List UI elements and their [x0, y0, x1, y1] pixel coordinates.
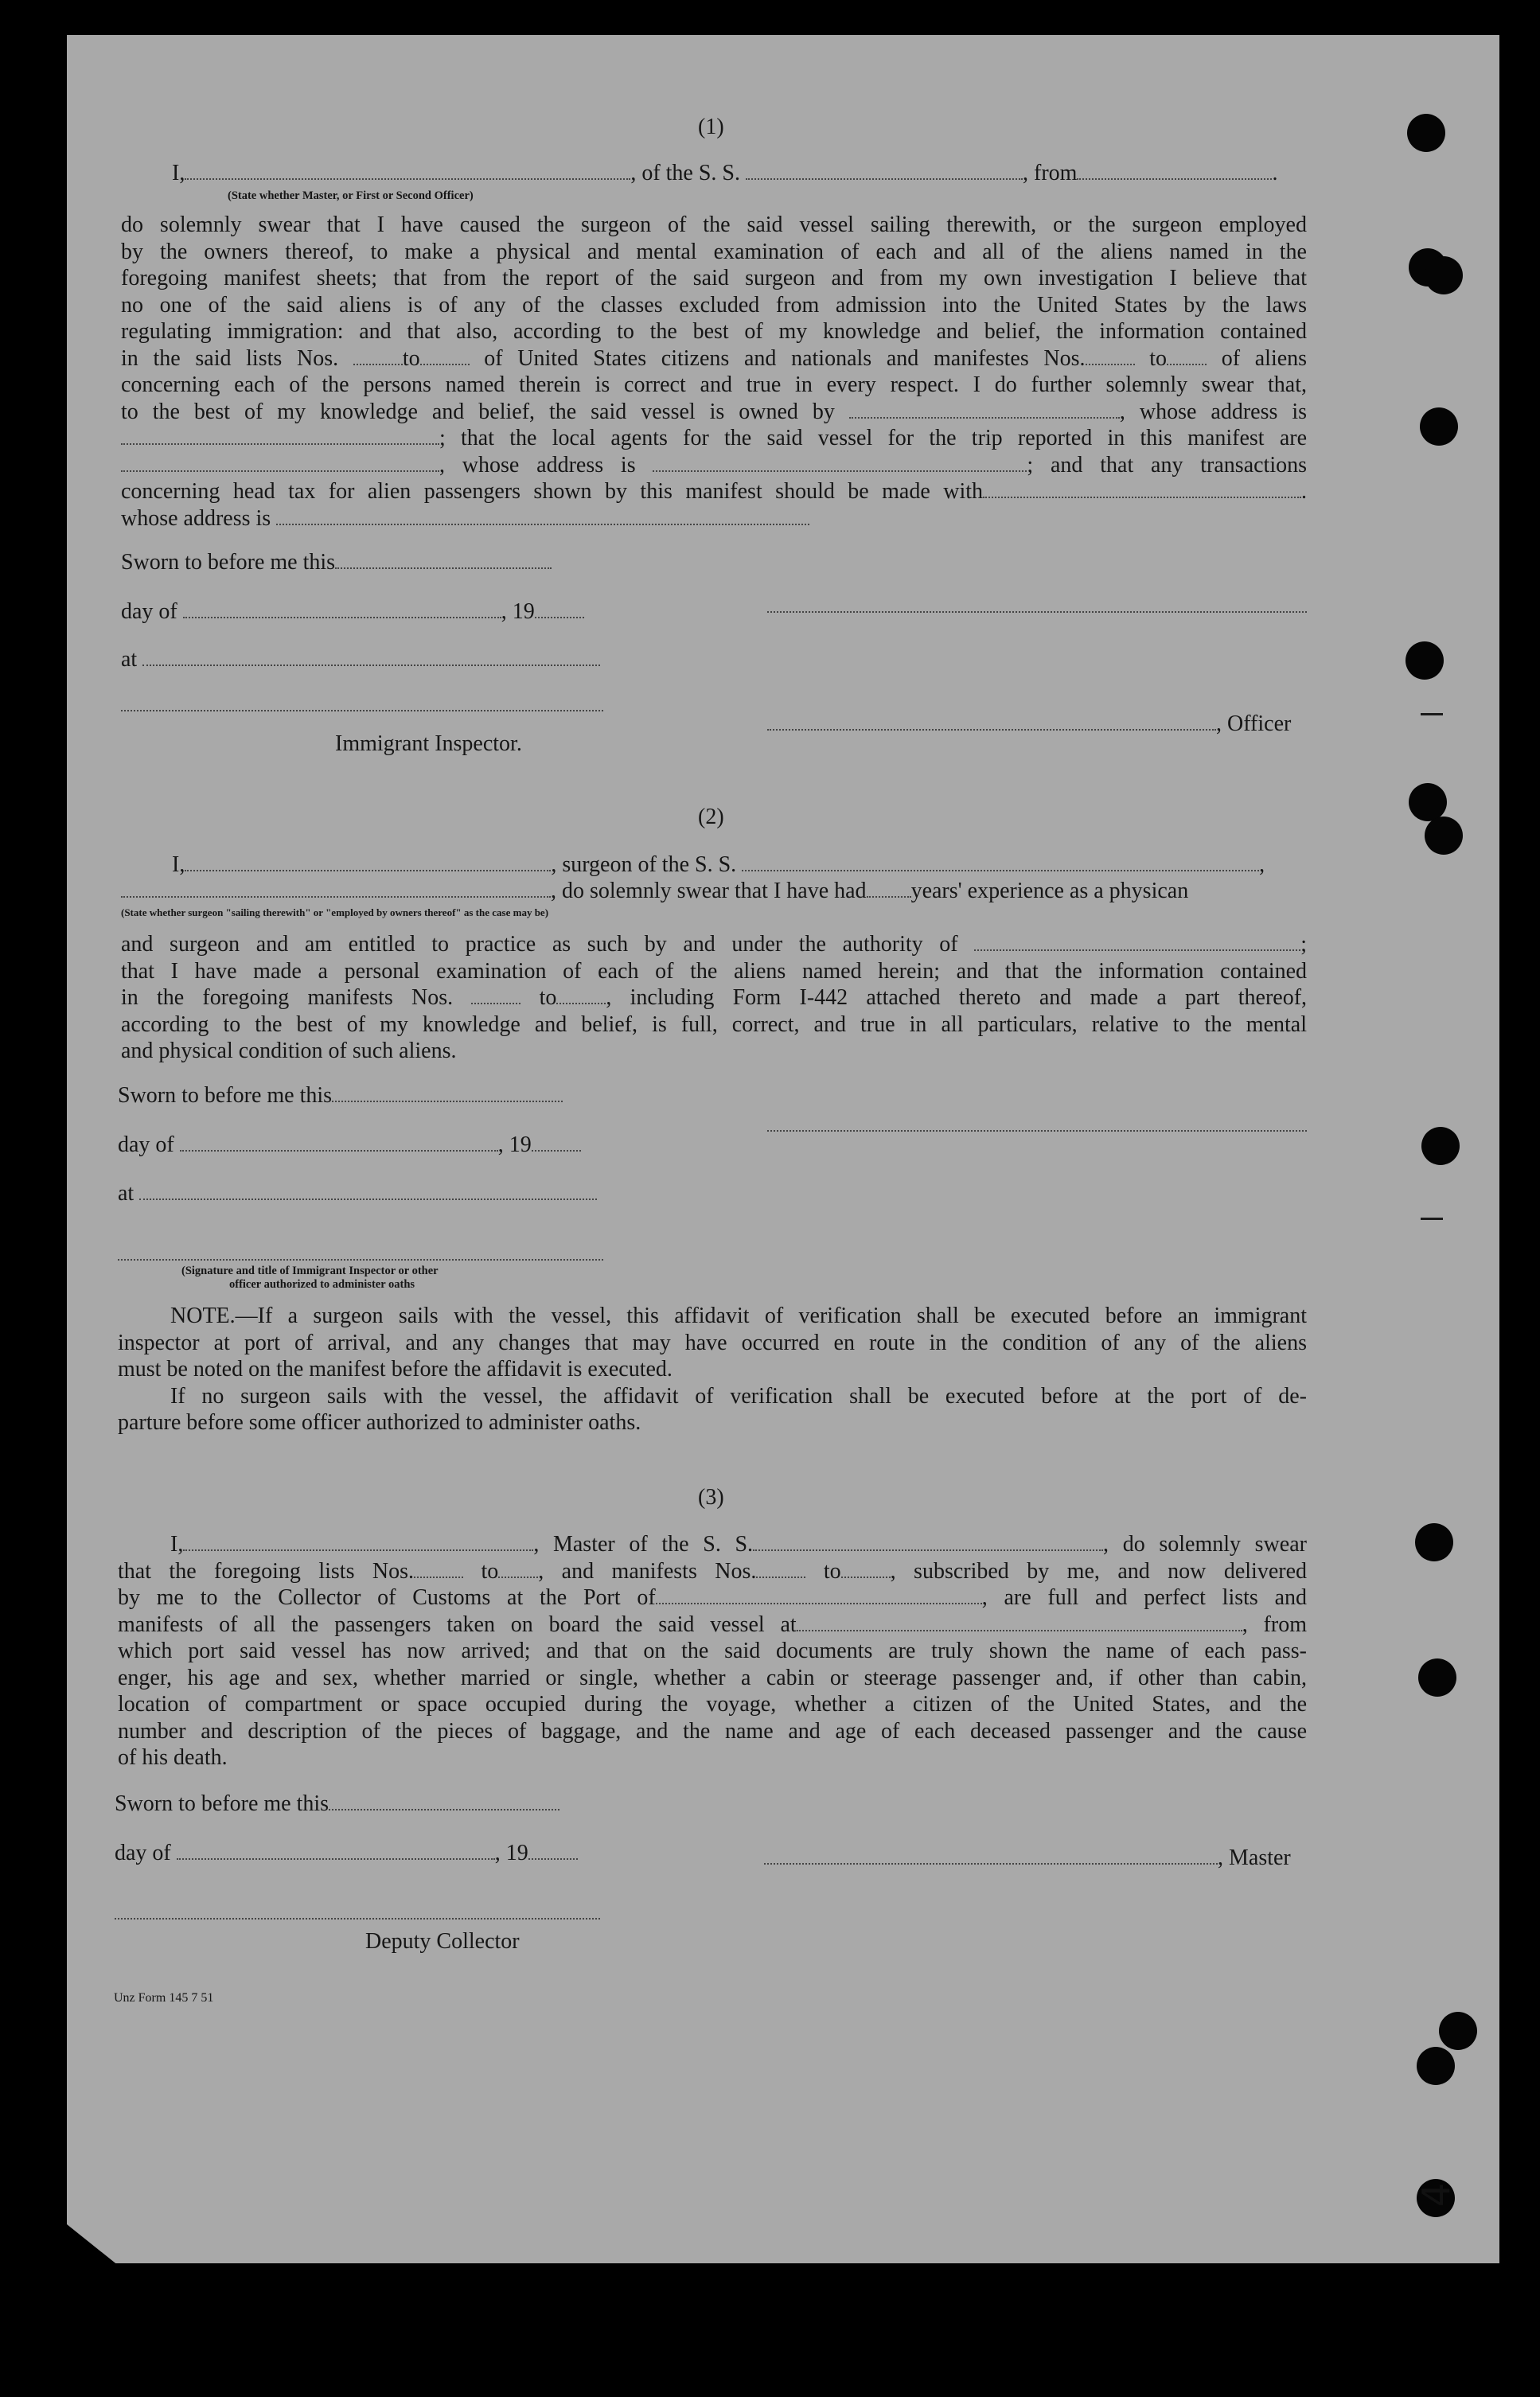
s1-oath-text: do solemnly swear that I have caused the surgeon of the said vessel sailing therewith, or the surgeon employed by the owners thereof, to make a physical and mental examination of each and all of the aliens named in the foregoing manifest sheets; that from the report of the said surgeon and from my own investigation I believe that no one of the said aliens is of any of the classes excluded from admission into the United States by the laws regulating immigration: and that also, according to the best of my knowledge and belief, the information contained in the said lists Nos. to of United States citizens and nationals and manifestes Nos. to of aliens concerning each of the persons named therein is correct and true in every respect. I do further solemnly swear that, to the best of my knowledge and belief, the said vessel is owned by , whose address is ; that the local agents for the said vessel for the trip reported in this manifest are , whose address is ; and that any transactions concerning head tax for alien passengers shown by this manifest should be made with . whose address is	[121, 212, 1308, 531]
punch-hole	[1418, 1658, 1456, 1697]
s2-sig-caption-1: (Signature and title of Immigrant Inspector or other	[181, 1265, 439, 1277]
punch-hole	[1407, 114, 1445, 152]
s1-officer-note: (State whether Master, or First or Second Officer)	[228, 189, 474, 202]
section-2-number: (2)	[698, 805, 724, 829]
s1-signature-line	[767, 611, 1307, 613]
s3-sworn: Sworn to before me this	[115, 1791, 559, 1818]
torn-corner	[67, 2224, 119, 2266]
handwritten-margin-mark: 4	[1414, 2182, 1460, 2208]
punch-hole	[1420, 407, 1458, 446]
s2-day-of: day of , 19	[118, 1132, 581, 1159]
punch-hole	[1405, 641, 1444, 680]
s3-collector-label: Deputy Collector	[365, 1929, 520, 1954]
s2-surgeon-note: (State whether surgeon "sailing therewith" or "employed by owners thereof" as the case may be)	[121, 906, 549, 918]
s3-master-line: , Master	[764, 1845, 1291, 1872]
s2-inspector-line	[118, 1259, 603, 1261]
s3-oath-text: I, , Master of the S. S. , do solemnly swear that the foregoing lists Nos. to , and manifests Nos. to , subscribed by me, and now delivered by me to the Collector of Customs at the Port of , are full and perfect lists and manifests of all the passengers taken on board the said vessel at , from which port said vessel has now arrived; and that on the said documents are truly shown the name of each pass- enger, his age and sex, whether married or single, whether a cabin or steerage passenger and, if other than cabin, location of compartment or space occupied during the voyage, whether a citizen of the United States, and the number and description of the pieces of baggage, and the name and age of each deceased passenger and the cause of his death.	[118, 1532, 1307, 1770]
s1-inspector-line	[121, 710, 603, 711]
s3-day-of: day of , 19	[115, 1840, 578, 1867]
punch-hole	[1421, 1127, 1460, 1165]
s2-at: at	[118, 1180, 597, 1207]
punch-hole	[1417, 2047, 1455, 2085]
s1-line-1: I, , of the S. S. , from .	[172, 161, 1278, 185]
s3-collector-line	[115, 1918, 600, 1920]
punch-hole	[1425, 256, 1463, 294]
s2-sig-caption-2: officer authorized to administer oaths	[229, 1278, 415, 1291]
section-1-number: (1)	[698, 115, 724, 139]
s2-signature-line	[767, 1130, 1307, 1132]
s1-day-of: day of , 19	[121, 598, 584, 626]
s2-line-2: , do solemnly swear that I have had years' experience as a physican	[121, 878, 1188, 905]
punch-hole	[1415, 1523, 1453, 1561]
punch-hole	[1439, 2012, 1477, 2050]
s1-officer-line: , Officer	[767, 711, 1291, 738]
margin-dash	[1421, 1218, 1443, 1220]
form-number: Unz Form 145 7 51	[114, 1991, 214, 2005]
s1-at: at	[121, 646, 600, 673]
punch-hole	[1409, 783, 1447, 821]
s2-note-text: NOTE.—If a surgeon sails with the vessel, this affidavit of verification shall be executed before an immigrant inspector at port of arrival, and any changes that may have occurred en route in the condition of any of the aliens must be noted on the manifest before the affidavit is executed. If no surgeon sails with the vessel, the affidavit of verification shall be executed before at the port of de- parture before some officer authorized to administer oaths.	[118, 1304, 1307, 1435]
s1-sworn: Sworn to before me this	[121, 549, 552, 576]
s2-oath-text: and surgeon and am entitled to practice as such by and under the authority of ; that I have made a personal examination of each of the aliens named herein; and that the information contained in the foregoing manifests Nos. to , including Form I-442 attached thereto and made a part thereof, according to the best of my knowledge and belief, is full, correct, and true in all particulars, relative to the mental and physical condition of such aliens.	[121, 932, 1308, 1063]
s2-sworn: Sworn to before me this	[118, 1082, 563, 1109]
s2-line-1: I, , surgeon of the S. S. ,	[172, 852, 1265, 877]
margin-dash	[1421, 713, 1443, 715]
section-3-number: (3)	[698, 1485, 724, 1510]
s1-inspector-label: Immigrant Inspector.	[335, 731, 522, 756]
punch-hole	[1425, 817, 1463, 855]
